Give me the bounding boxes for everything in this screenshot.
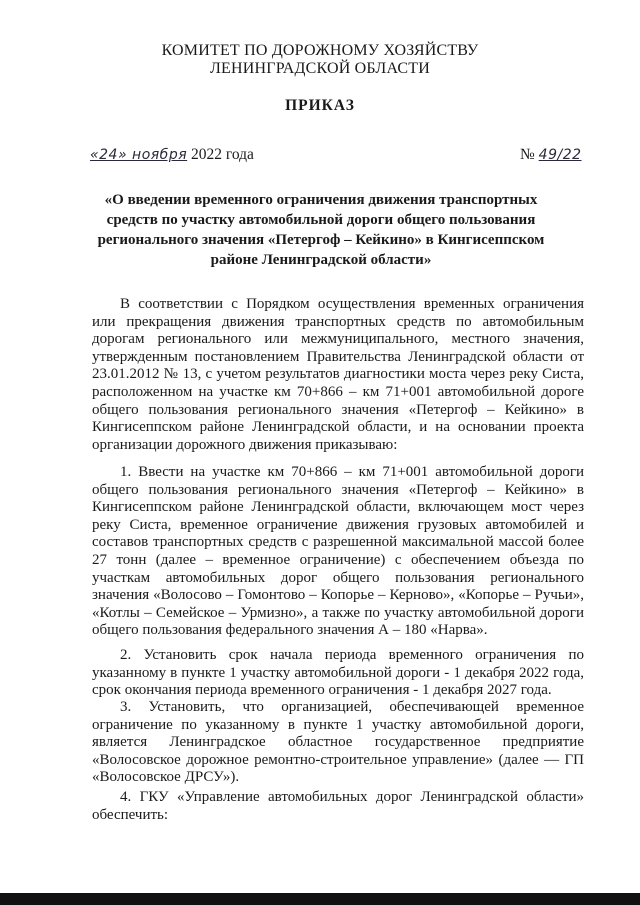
- paragraph-2: 2. Установить срок начала периода временного ограничения по указанному в пункте 1 участку автомобильной дороги - 1 декабря 2022 года, срок окончания периода временного ограничения - 1 декабря 2027 года.: [92, 647, 584, 699]
- document-title: ПРИКАЗ: [285, 97, 355, 114]
- issuer-line-2: ЛЕНИНГРАДСКОЙ ОБЛАСТИ: [209, 60, 431, 77]
- issuer-line-1: КОМИТЕТ ПО ДОРОЖНОМУ ХОЗЯЙСТВУ: [161, 42, 479, 59]
- date-year: 2022 года: [187, 146, 254, 163]
- order-subject: «О введении временного ограничения движения транспортных средств по участку автомобильной дороги общего пользования регионального значения «Петергоф – Кейкино» в Кингисеппском районе Ленинградской области»: [97, 192, 545, 268]
- paragraph-3: 3. Установить, что организацией, обеспечивающей временное ограничение по указанному в пункте 1 участку автомобильной дороги, является Ленинградское областное государственное предприятие «Волосовское дорожное ремонтно-строительное управление» (далее — ГП «Волосовское ДРСУ»).: [92, 699, 584, 786]
- scan-edge-bar: [0, 893, 640, 905]
- paragraph-1: 1. Ввести на участке км 70+866 – км 71+001 автомобильной дороги общего пользования регионального значения «Петергоф – Кейкино» в Кингисеппском районе Ленинградской области, включающем мост через реку Систа, временное ограничение движения грузовых автомобилей и составов транспортных средств с разрешенной максимальной массой более 27 тонн (далее – временное ограничение) с обеспечением объезда по участкам автомобильных дорог общего пользования регионального значения «Волосово – Гомонтово – Копорье – Керново», «Копорье – Ручьи», «Котлы – Семейское – Урмизно», а также по участку автомобильной дороги общего пользования федерального значения А – 180 «Нарва».: [92, 464, 584, 639]
- paragraph-4: 4. ГКУ «Управление автомобильных дорог Ленинградской области» обеспечить:: [92, 789, 584, 823]
- handwritten-number: 49/22: [538, 147, 582, 163]
- handwritten-date: «24» ноября: [90, 147, 188, 163]
- paragraph-intro: В соответствии с Порядком осуществления временных ограничения или прекращения движения транспортных средств по автомобильным дорогам регионального или межмуниципального, местного значения, утвержденным постановлением Правительства Ленинградской области от 23.01.2012 № 13, с учетом результатов диагностики моста через реку Систа, расположенном на участке км 70+866 – км 71+001 автомобильной дороге общего пользования регионального значения «Петергоф – Кейкино» в Кингисеппском районе Ленинградской области, и на основании проекта организации дорожного движения приказываю:: [92, 296, 584, 453]
- number-prefix: №: [520, 146, 539, 163]
- order-date: [90, 146, 254, 164]
- order-number: [520, 146, 582, 164]
